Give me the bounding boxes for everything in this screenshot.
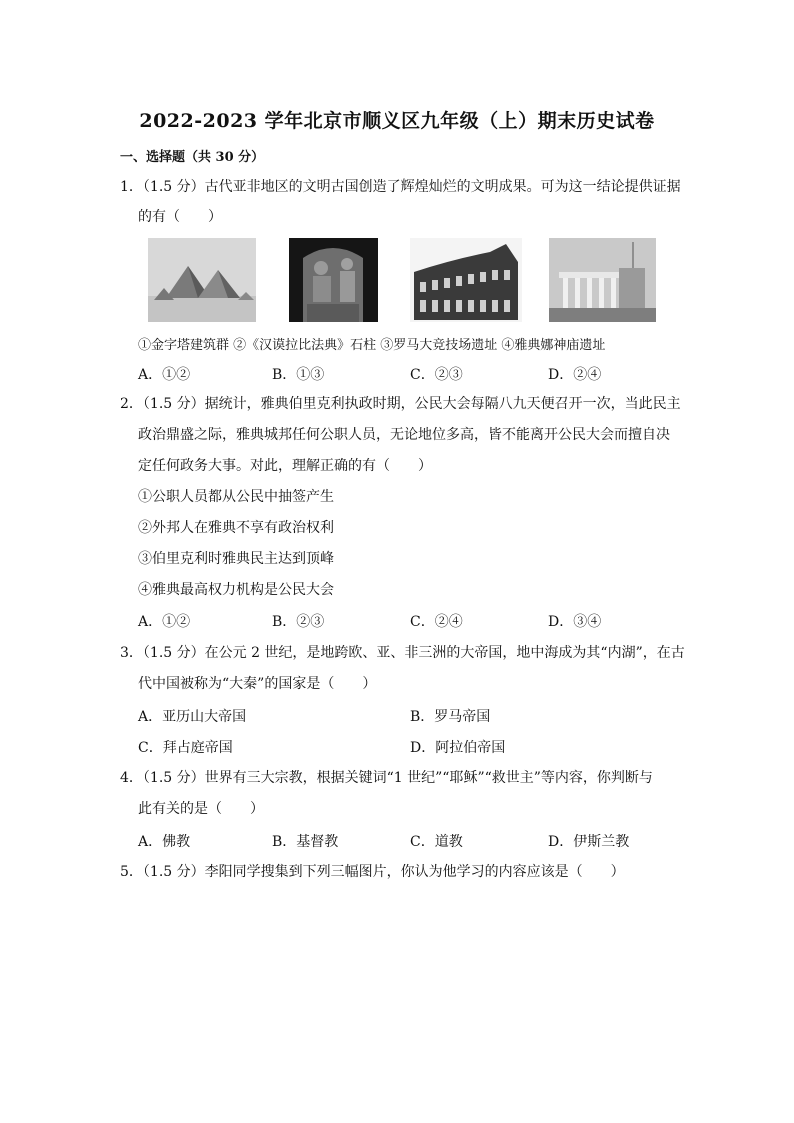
q2-stem-line2: 政治鼎盛之际，雅典城邦任何公职人员，无论地位多高，皆不能离开公民大会而擅自决 <box>138 427 670 443</box>
q2-item-2: ②外邦人在雅典不享有政治权利 <box>138 520 334 536</box>
q3-option-b: B．罗马帝国 <box>410 709 491 725</box>
q1-option-c: C．②③ <box>410 367 463 383</box>
q4-option-d: D．伊斯兰教 <box>548 834 630 850</box>
q3-option-a: A．亚历山大帝国 <box>138 709 247 725</box>
q4-stem-line2: 此有关的是（ ） <box>138 801 264 817</box>
q2-item-1: ①公职人员都从公民中抽签产生 <box>138 489 334 505</box>
q4-option-b: B．基督教 <box>272 834 339 850</box>
q2-item-3: ③伯里克利时雅典民主达到顶峰 <box>138 551 334 567</box>
q1-stem-line1: 1．（1.5 分）古代亚非地区的文明古国创造了辉煌灿烂的文明成果。可为这一结论提供证据 <box>120 179 681 195</box>
q1-image-caption: ①金字塔建筑群 ②《汉谟拉比法典》石柱 ③罗马大竞技场遗址 ④雅典娜神庙遗址 <box>138 338 606 353</box>
q4-option-a: A．佛教 <box>138 834 191 850</box>
pyramids-image <box>148 238 256 322</box>
q2-item-4: ④雅典最高权力机构是公民大会 <box>138 582 334 598</box>
section-heading: 一、选择题（共 30 分） <box>120 150 265 165</box>
q4-stem-line1: 4．（1.5 分）世界有三大宗教，根据关键词“1 世纪”“耶稣”“救世主”等内容，你判断与 <box>120 770 653 786</box>
q2-option-d: D．③④ <box>548 614 602 630</box>
hammurabi-stele-image <box>289 238 378 322</box>
q2-option-c: C．②④ <box>410 614 463 630</box>
q2-option-a: A．①② <box>138 614 191 630</box>
q5-stem-line1: 5．（1.5 分）李阳同学搜集到下列三幅图片，你认为他学习的内容应该是（ ） <box>120 864 625 880</box>
q4-option-c: C．道教 <box>410 834 463 850</box>
q3-option-c: C．拜占庭帝国 <box>138 740 233 756</box>
q3-stem-line1: 3．（1.5 分）在公元 2 世纪，是地跨欧、亚、非三洲的大帝国，地中海成为其“内湖”，在古 <box>120 645 685 661</box>
page-title: 2022-2023 学年北京市顺义区九年级（上）期末历史试卷 <box>139 110 655 132</box>
q2-option-b: B．②③ <box>272 614 325 630</box>
q1-stem-line2: 的有（ ） <box>138 209 222 225</box>
q2-stem-line1: 2．（1.5 分）据统计，雅典伯里克利执政时期，公民大会每隔八九天便召开一次，当此民主 <box>120 396 681 412</box>
q3-option-d: D．阿拉伯帝国 <box>410 740 506 756</box>
q1-option-d: D．②④ <box>548 367 602 383</box>
q2-stem-line3: 定任何政务大事。对此，理解正确的有（ ） <box>138 458 432 474</box>
q1-option-b: B．①③ <box>272 367 325 383</box>
q1-option-a: A．①② <box>138 367 191 383</box>
erechtheion-image <box>549 238 656 322</box>
q3-stem-line2: 代中国被称为“大秦”的国家是（ ） <box>138 676 377 692</box>
colosseum-image <box>410 238 522 322</box>
